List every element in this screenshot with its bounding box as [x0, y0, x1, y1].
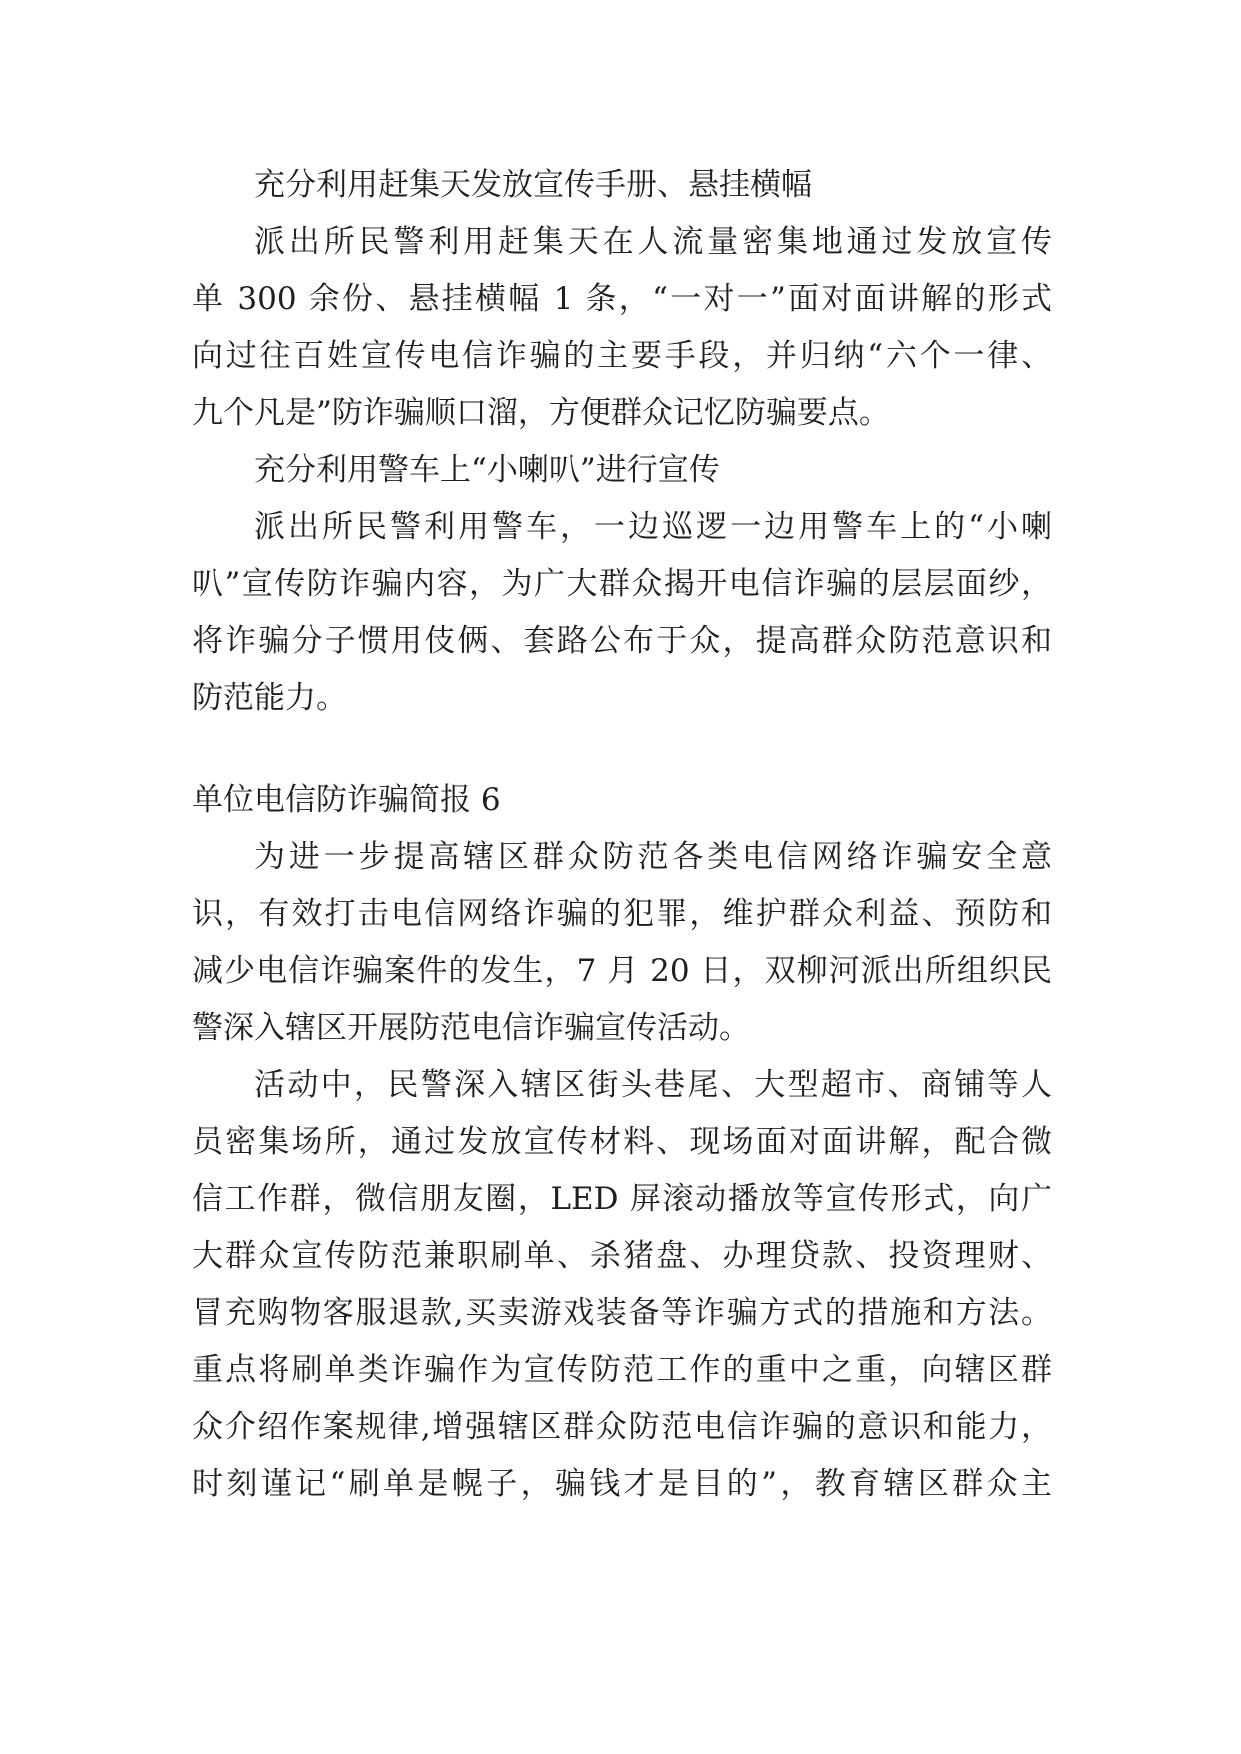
- paragraph-line: 大群众宣传防范兼职刷单、杀猪盘、办理贷款、投资理财、: [192, 1238, 1052, 1274]
- paragraph-line: 单 300 余份、悬挂横幅 1 条，“一对一”面对面讲解的形式: [192, 281, 1052, 317]
- paragraph-line: 冒充购物客服退款,买卖游戏装备等诈骗方式的措施和方法。: [192, 1295, 1052, 1331]
- paragraph-line: 众介绍作案规律,增强辖区群众防范电信诈骗的意识和能力，: [192, 1409, 1052, 1445]
- paragraph-line: 活动中，民警深入辖区街头巷尾、大型超市、商铺等人: [254, 1067, 1052, 1103]
- paragraph-line: 减少电信诈骗案件的发生，7 月 20 日，双柳河派出所组织民: [192, 953, 1052, 989]
- paragraph-line: 时刻谨记“刷单是幌子，骗钱才是目的”，教育辖区群众主: [192, 1466, 1052, 1502]
- paragraph-line: 识，有效打击电信网络诈骗的犯罪，维护群众利益、预防和: [192, 896, 1052, 932]
- paragraph-line: 派出所民警利用赶集天在人流量密集地通过发放宣传: [254, 224, 1052, 260]
- paragraph-line: 警深入辖区开展防范电信诈骗宣传活动。: [192, 1010, 750, 1046]
- heading-police-car-speaker: 充分利用警车上“小喇叭”进行宣传: [254, 452, 720, 488]
- paragraph-line: 重点将刷单类诈骗作为宣传防范工作的重中之重，向辖区群: [192, 1352, 1052, 1388]
- paragraph-line: 为进一步提高辖区群众防范各类电信网络诈骗安全意: [254, 839, 1052, 875]
- heading-publicity-materials: 充分利用赶集天发放宣传手册、悬挂横幅: [254, 167, 812, 203]
- paragraph-line: 九个凡是”防诈骗顺口溜，方便群众记忆防骗要点。: [192, 395, 890, 431]
- paragraph-line: 向过往百姓宣传电信诈骗的主要手段，并归纳“六个一律、: [192, 338, 1052, 374]
- paragraph-line: 派出所民警利用警车，一边巡逻一边用警车上的“小喇: [254, 509, 1052, 545]
- paragraph-line: 员密集场所，通过发放宣传材料、现场面对面讲解，配合微: [192, 1124, 1052, 1160]
- section-title: 单位电信防诈骗简报 6: [192, 782, 501, 818]
- paragraph-line: 叭”宣传防诈骗内容，为广大群众揭开电信诈骗的层层面纱，: [192, 566, 1052, 602]
- paragraph-line: 信工作群，微信朋友圈，LED 屏滚动播放等宣传形式，向广: [192, 1181, 1052, 1217]
- paragraph-line: 将诈骗分子惯用伎俩、套路公布于众，提高群众防范意识和: [192, 623, 1052, 659]
- paragraph-line: 防范能力。: [192, 680, 347, 716]
